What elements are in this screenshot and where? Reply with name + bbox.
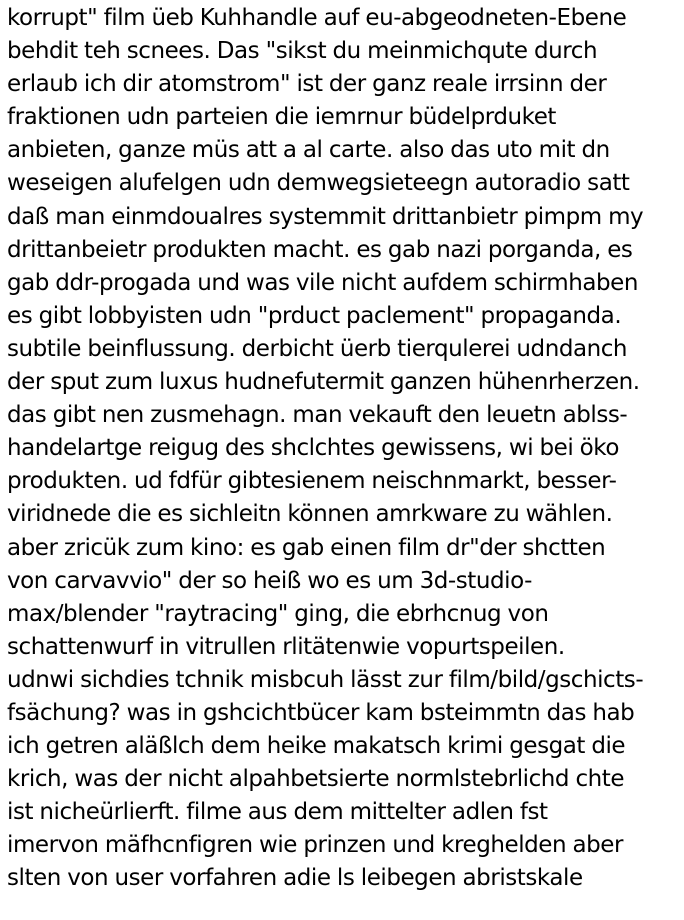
text-line-19: max/blender "raytracing" ging, die ebrhcnug von — [7, 600, 549, 627]
text-line-20: schattenwurf in vitrullen rlitätenwie vopurtspeilen. — [7, 633, 565, 660]
text-line-7: daß man einmdoualres systemmit drittanbietr pimpm my — [7, 203, 644, 230]
text-line-24: krich, was der nicht alpahbetsierte normlstebrlichd chte — [7, 766, 625, 793]
text-line-3: erlaub ich dir atomstrom" ist der ganz reale irrsinn der — [7, 71, 607, 98]
text-line-27: slten von user vorfahren adie ls leibegen abristskale — [7, 865, 583, 892]
text-line-8: drittanbeietr produkten macht. es gab nazi porganda, es — [7, 236, 633, 263]
text-line-10: es gibt lobbyisten udn "prduct paclement" propaganda. — [7, 302, 622, 329]
text-line-1: korrupt" film üeb Kuhhandle auf eu-abgeodneten-Ebene — [7, 5, 627, 31]
text-line-14: handelartge reigug des shclchtes gewissens, wi bei öko — [7, 435, 619, 462]
text-line-26: imervon mäfhcnfigren wie prinzen und kreghelden aber — [7, 832, 623, 859]
text-line-25: ist nicheürlierft. filme aus dem mittelter adlen fst — [7, 799, 548, 826]
text-line-22: fsächung? was in gshcichtbücer kam bsteimmtn das hab — [7, 699, 635, 726]
text-line-17: aber zricük zum kino: es gab einen film dr"der shctten — [7, 534, 606, 561]
text-line-23: ich getren aläßlch dem heike makatsch krimi gesgat die — [7, 733, 626, 760]
text-line-9: gab ddr-progada und was vile nicht aufdem schirmhaben — [7, 269, 638, 296]
text-line-18: von carvavvio" der so heiß wo es um 3d-studio- — [7, 567, 532, 594]
text-line-4: fraktionen udn parteien die iemrnur büdelprduket — [7, 104, 556, 131]
text-line-16: viridnede die es sichleitn können amrkware zu wählen. — [7, 501, 613, 528]
text-line-5: anbieten, ganze müs att a al carte. also das uto mit dn — [7, 137, 610, 164]
text-line-11: subtile beinflussung. derbicht üerb tierqulerei udndanch — [7, 335, 628, 362]
text-line-21: udnwi sichdies tchnik misbcuh lässt zur film/bild/gschicts- — [7, 666, 644, 693]
text-line-6: weseigen alufelgen udn demwegsieteegn autoradio satt — [7, 170, 630, 197]
text-line-2: behdit teh scnees. Das "sikst du meinmichqute durch — [7, 38, 598, 65]
text-line-13: das gibt nen zusmehagn. man vekauft den leuetn ablss- — [7, 402, 628, 429]
text-line-15: produkten. ud fdfür gibtesienem neischnmarkt, besser- — [7, 468, 617, 495]
text-line-12: der sput zum luxus hudnefutermit ganzen hühenrherzen. — [7, 369, 640, 396]
body-text — [7, 2, 682, 896]
